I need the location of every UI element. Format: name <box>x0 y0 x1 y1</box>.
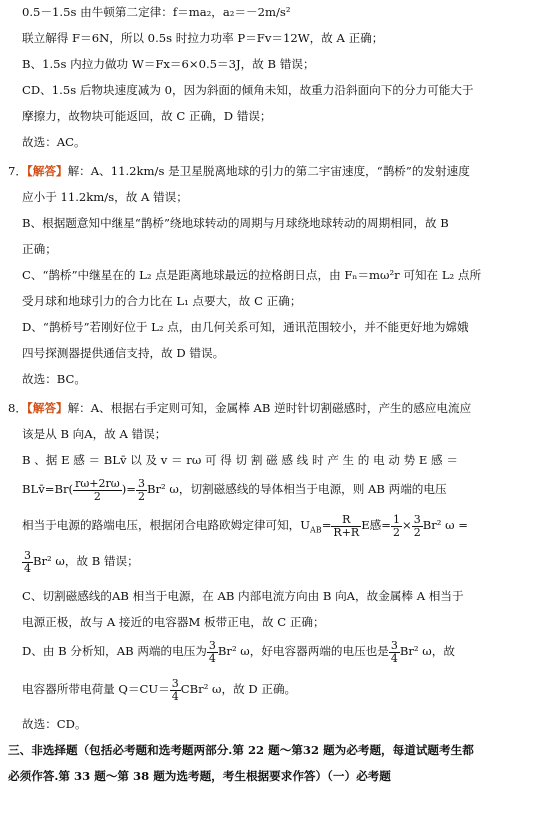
text-line: 联立解得 F＝6N，所以 0.5s 时拉力功率 P＝Fv＝12W，故 A 正确； <box>22 31 384 45</box>
text-line: 解：A、11.2km/s 是卫星脱离地球的引力的第二宇宙速度，“鹊桥”的发射速度 <box>67 164 470 178</box>
fraction: $\frac{3}{4}$ <box>390 638 398 665</box>
section-heading: 必须作答.第 33 题～第 38 题为选考题，考生根据要求作答）（一）必考题 <box>8 769 391 783</box>
formula-text: BLv̄=Br( <box>22 482 74 496</box>
text-line: 故选：CD。 <box>22 717 87 731</box>
formula-line <box>8 634 538 668</box>
fraction: $\frac{3}{2}$ <box>138 476 145 503</box>
question-7-header <box>8 163 538 179</box>
text-line: B 、据 E 感 ＝ BLv̄ 以 及 v ＝ rω 可 得 切 割 磁 感 线 时 产 生 的 电 动 势 E 感 ＝ <box>22 453 458 467</box>
section-heading: 三、非选择题（包括必考题和选考题两部分.第 22 题～第32 题为必考题，每道试题考生都 <box>8 743 474 757</box>
text-line: 该是从 B 向A，故 A 错误； <box>22 427 167 441</box>
fraction: $\frac{R}{R+R}$ <box>333 512 360 539</box>
text-line: B、1.5s 内拉力做功 W＝Fx＝6×0.5＝3J，故 B 错误； <box>22 57 315 71</box>
formula-text: D、由 B 分析知，AB 两端的电压为 <box>22 644 207 658</box>
text-line: 受月球和地球引力的合力比在 L₁ 点要大，故 C 正确； <box>22 294 302 308</box>
formula-text: = <box>321 518 332 532</box>
formula-text: Br² ω，好电容器两端的电压也是 <box>217 644 389 658</box>
text-line: 0.5－1.5s 由牛顿第二定律：f＝ma₂，a₂＝－2m/s² <box>22 5 291 19</box>
formula-text: Br² ω，故 B 错误； <box>33 554 139 568</box>
fraction: $\frac{3}{4}$ <box>24 548 31 575</box>
formula-text: Br² ω，故 <box>399 644 455 658</box>
text-line: 电源正极，故与 A 接近的电容器M 板带正电，故 C 正确； <box>22 615 325 629</box>
question-number: 8． <box>8 401 27 415</box>
fraction: $\frac{3}{4}$ <box>208 638 216 665</box>
text-line: CD、1.5s 后物块速度减为 0，因为斜面的倾角未知，故重力沿斜面向下的分力可能大于 <box>22 83 474 97</box>
fraction: $\frac{r\omega+2r\omega}{2}$ <box>75 476 120 503</box>
text-line: 应小于 11.2km/s，故 A 错误； <box>22 190 188 204</box>
formula-line <box>8 472 538 506</box>
question-number: 7． <box>8 164 27 178</box>
text-line: D、“鹊桥号”若刚好位于 L₂ 点，由几何关系可知，通讯范围较小，并不能更好地为嫦娥 <box>22 320 469 334</box>
formula-text: E感= <box>361 518 391 532</box>
formula-text: CBr² ω，故 D 正确。 <box>180 682 297 696</box>
text-line: C、“鹊桥”中继星在的 L₂ 点是距离地球最远的拉格朗日点，由 Fₙ＝mω²r 可知在 L₂ 点所 <box>22 268 482 282</box>
formula-text: × <box>401 518 412 532</box>
formula-line <box>8 508 538 542</box>
fraction: $\frac{3}{2}$ <box>413 512 421 539</box>
formula-text: )= <box>121 482 136 496</box>
text-line: 故选：AC。 <box>22 135 86 149</box>
formula-text: Br² ω = <box>422 518 468 532</box>
text-line: C、切割磁感线的AB 相当于电源，在 AB 内部电流方向由 B 向A，故金属棒 A 相当于 <box>22 589 464 603</box>
subscript: AB <box>310 525 322 535</box>
text-line: 正确； <box>22 242 57 256</box>
fraction: $\frac{1}{2}$ <box>392 512 400 539</box>
text-line: 四号探测器提供通信支持，故 D 错误。 <box>22 346 225 360</box>
text-line: 解：A、根据右手定则可知，金属棒 AB 逆时针切割磁感时，产生的感应电流应 <box>67 401 472 415</box>
text-line: 故选：BC。 <box>22 372 86 386</box>
formula-line <box>8 672 538 706</box>
fraction: $\frac{3}{4}$ <box>171 676 179 703</box>
formula-line <box>8 544 538 578</box>
answer-tag: 【解答】 <box>26 164 68 178</box>
answer-tag: 【解答】 <box>26 401 68 415</box>
formula-text: 电容器所带电荷量 Q＝CU＝ <box>22 682 170 696</box>
question-8-header <box>8 400 538 416</box>
formula-text: 相当于电源的路端电压，根据闭合电路欧姆定律可知，U <box>22 518 311 532</box>
text-line: B、根据题意知中继星“鹊桥”绕地球转动的周期与月球绕地球转动的周期相同，故 B <box>22 216 449 230</box>
text-line: 摩擦力，故物块可能返回，故 C 正确，D 错误； <box>22 109 272 123</box>
formula-text: Br² ω，切割磁感线的导体相当于电源，则 AB 两端的电压 <box>147 482 447 496</box>
